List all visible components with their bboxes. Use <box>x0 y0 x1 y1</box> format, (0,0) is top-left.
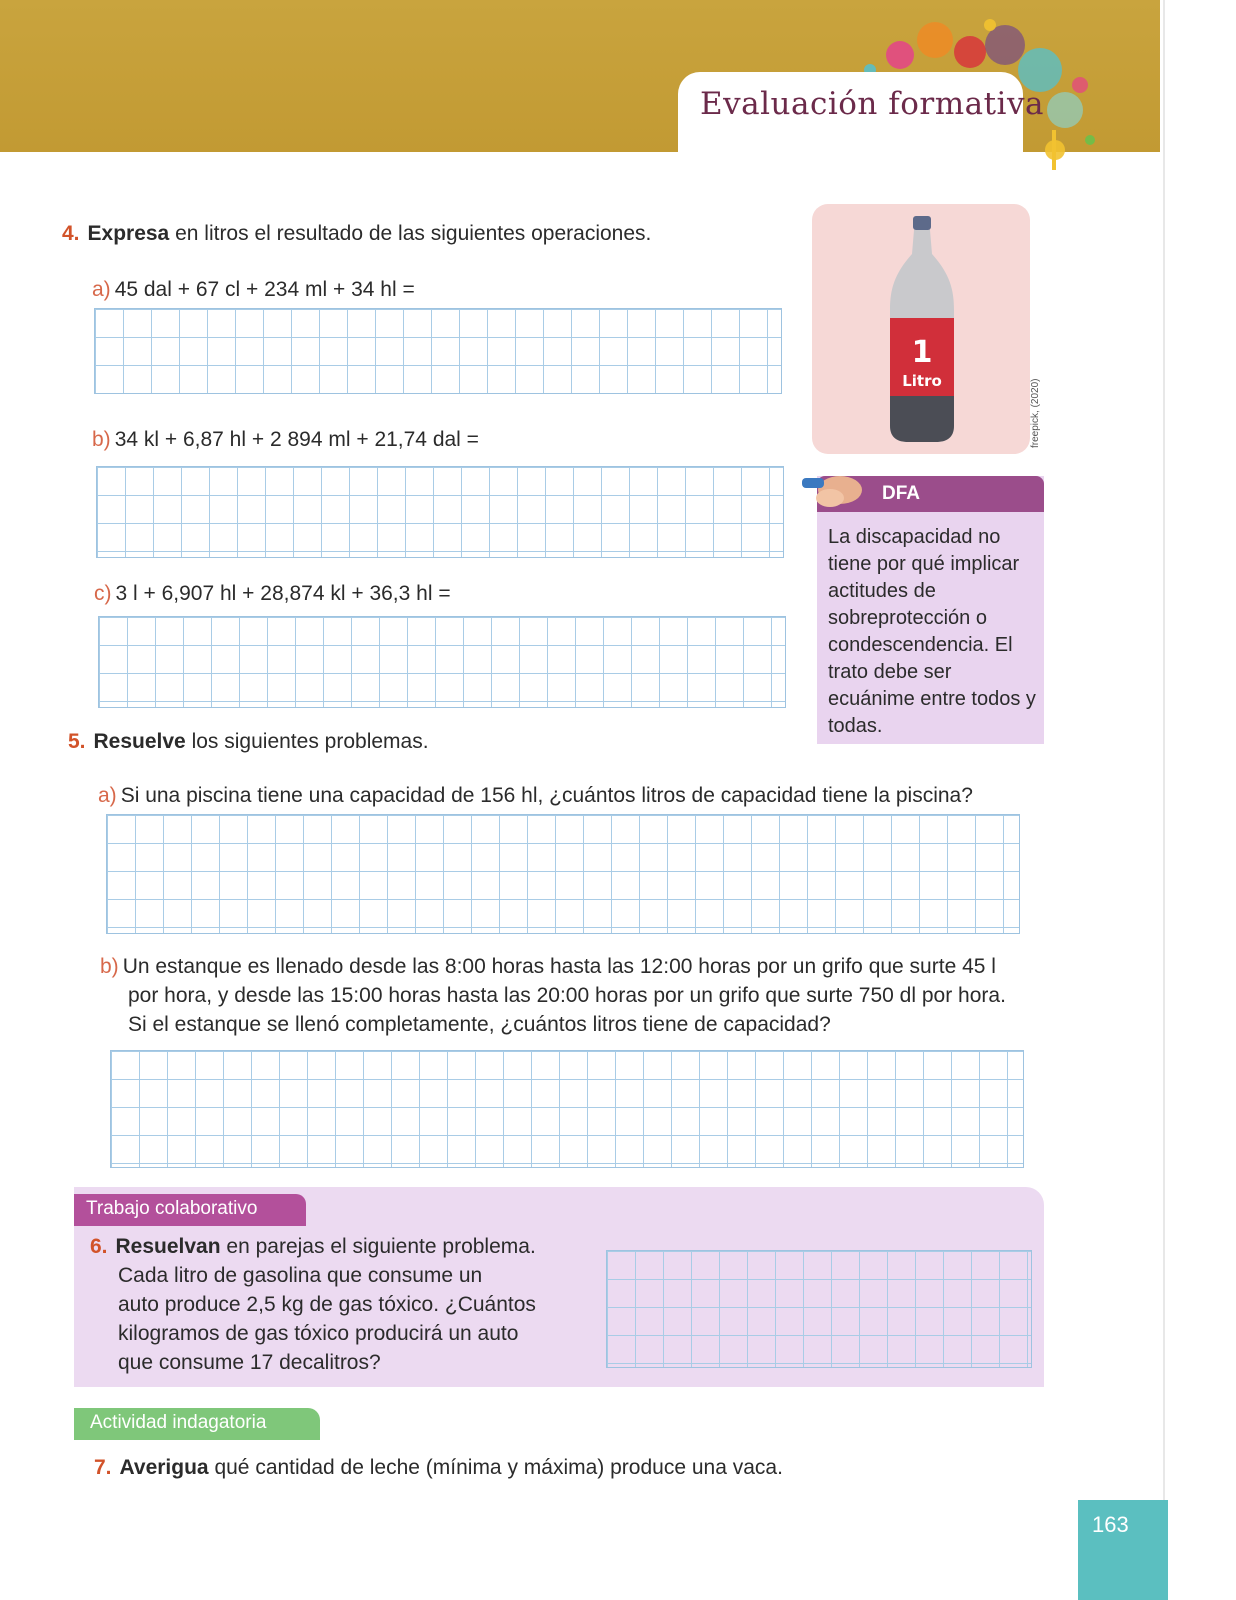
question-4 <box>62 222 651 246</box>
bottle-number: 1 <box>911 335 933 370</box>
hands-icon <box>800 468 870 512</box>
question-5 <box>68 730 429 754</box>
dfa-text: La discapacidad no tiene por qué implicar actitudes de sobreprotección o condescendencia. El trato debe ser ecuánime entre todos y todas. <box>828 526 1036 737</box>
question-verb: Expresa <box>87 222 170 245</box>
answer-grid-4b[interactable] <box>96 466 784 558</box>
question-verb: Resuelvan <box>115 1235 221 1258</box>
answer-grid-6[interactable] <box>606 1250 1032 1368</box>
answer-grid-4c[interactable] <box>98 616 786 708</box>
subquestion-5b <box>100 952 1040 1039</box>
dfa-label: DFA <box>882 483 920 504</box>
question-number: 4. <box>62 222 80 245</box>
question-text: los siguientes problemas. <box>185 730 429 753</box>
subquestion-text-line1: Un estanque es llenado desde las 8:00 horas hasta las 12:00 horas por un grifo que surte 45 l <box>122 955 996 978</box>
subquestion-text: 45 dal + 67 cl + 234 ml + 34 hl = <box>114 278 415 301</box>
subquestion-text: 34 kl + 6,87 hl + 2 894 ml + 21,74 dal = <box>114 428 479 451</box>
page-title: Evaluación formativa <box>700 86 1044 122</box>
collaborative-work-label: Trabajo colaborativo <box>86 1198 258 1219</box>
question-verb: Averigua <box>119 1456 209 1479</box>
subquestion-4b <box>92 428 479 452</box>
subquestion-letter: b) <box>92 428 111 451</box>
subquestion-text-line3: Si el estanque se llenó completamente, ¿cuántos litros tiene de capacidad? <box>128 1013 831 1036</box>
question-text-line3: auto produce 2,5 kg de gas tóxico. ¿Cuántos <box>118 1293 536 1316</box>
question-text: qué cantidad de leche (mínima y máxima) produce una vaca. <box>208 1456 783 1479</box>
subquestion-text: 3 l + 6,907 hl + 28,874 kl + 36,3 hl = <box>115 582 451 605</box>
answer-grid-4a[interactable] <box>94 308 782 394</box>
subquestion-4c <box>94 582 451 606</box>
answer-grid-5b[interactable] <box>110 1050 1024 1168</box>
question-text-line2: Cada litro de gasolina que consume un <box>118 1264 483 1287</box>
question-text-line5: que consume 17 decalitros? <box>118 1351 381 1374</box>
subquestion-text: Si una piscina tiene una capacidad de 156 hl, ¿cuántos litros de capacidad tiene la piscina? <box>120 784 973 807</box>
question-number: 7. <box>94 1456 112 1479</box>
question-6 <box>90 1232 590 1377</box>
subquestion-4a <box>92 278 415 302</box>
subquestion-letter: c) <box>94 582 112 605</box>
page-edge <box>1163 0 1165 1600</box>
question-text-line4: kilogramos de gas tóxico producirá un auto <box>118 1322 519 1345</box>
subquestion-5a <box>98 784 973 808</box>
page-number: 163 <box>1092 1512 1129 1537</box>
image-credit: freepick, (2020) <box>1030 378 1041 448</box>
bottle-unit: Litro <box>902 372 942 390</box>
question-text-line1: en parejas el siguiente problema. <box>220 1235 536 1258</box>
bottle-icon <box>880 214 964 446</box>
question-7 <box>94 1456 783 1480</box>
subquestion-letter: b) <box>100 955 119 978</box>
question-number: 6. <box>90 1235 108 1258</box>
question-number: 5. <box>68 730 86 753</box>
subquestion-letter: a) <box>92 278 111 301</box>
answer-grid-5a[interactable] <box>106 814 1020 934</box>
question-text: en litros el resultado de las siguientes operaciones. <box>169 222 652 245</box>
inquiry-activity-label: Actividad indagatoria <box>90 1412 267 1433</box>
question-verb: Resuelve <box>93 730 186 753</box>
subquestion-letter: a) <box>98 784 117 807</box>
subquestion-text-line2: por hora, y desde las 15:00 horas hasta las 20:00 horas por un grifo que surte 750 dl por hora. <box>128 984 1006 1007</box>
